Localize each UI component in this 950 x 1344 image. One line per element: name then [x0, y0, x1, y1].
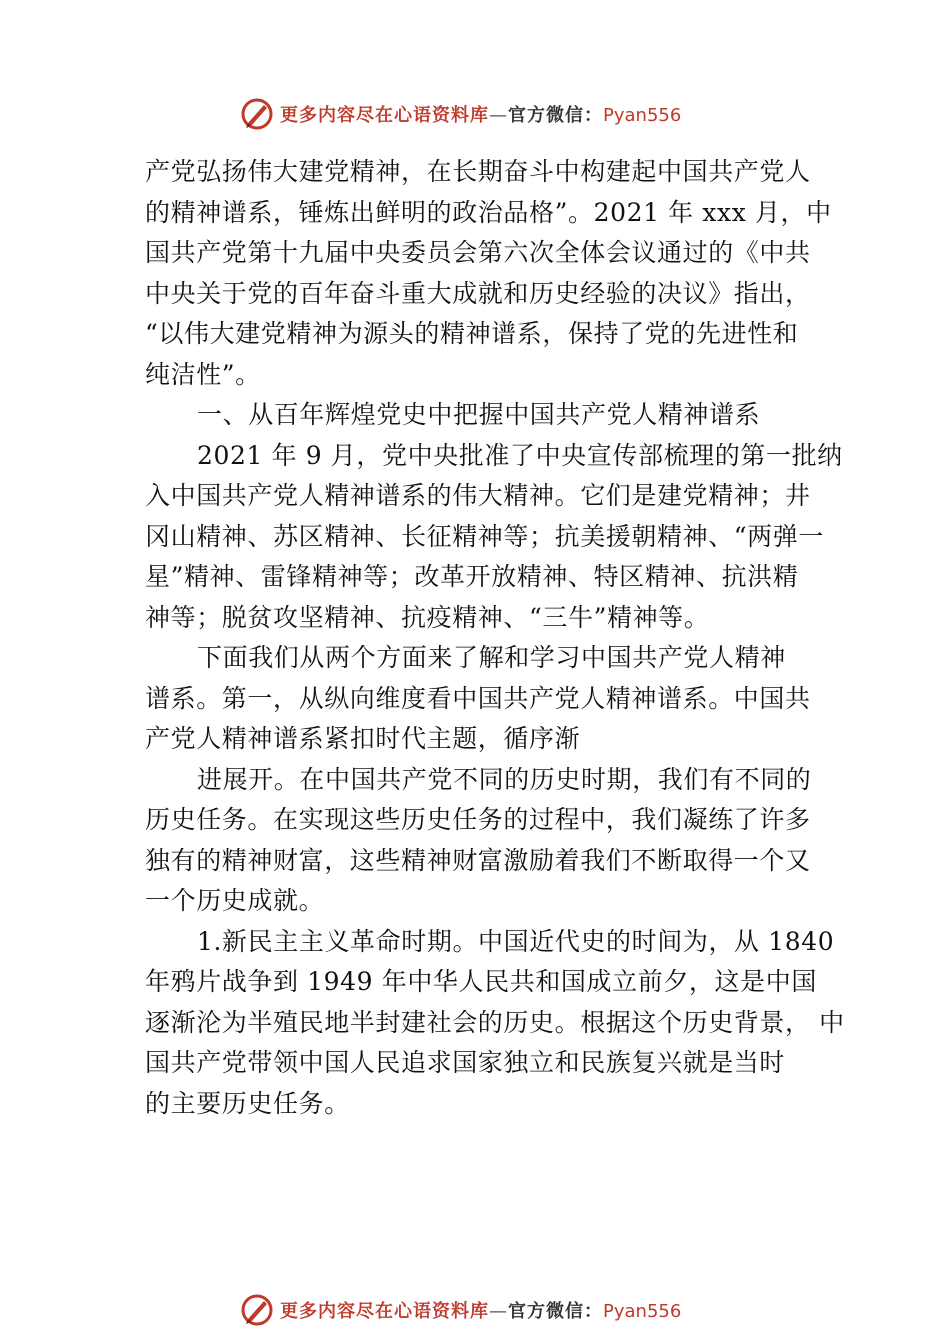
body-line: 年鸦片战争到 1949 年中华人民共和国成立前夕，这是中国 — [145, 967, 817, 996]
body-line: 纯洁性”。 — [145, 359, 261, 389]
body-line: 谱系。第一，从纵向维度看中国共产党人精神谱系。中国共 — [145, 683, 811, 713]
body-line: 历史任务。在实现这些历史任务的过程中，我们凝练了许多 — [145, 805, 811, 834]
banner-wechat-id: Pyan556 — [603, 1301, 682, 1322]
body-line: 中央关于党的百年奋斗重大成就和历史经验的决议》指出， — [145, 278, 811, 308]
body-line: 逐渐沦为半殖民地半封建社会的历史。根据这个历史背景， 中 — [145, 1007, 845, 1037]
body-line: 神等；脱贫攻坚精神、抗疫精神、“三牛”精神等。 — [145, 602, 710, 632]
body-line: 下面我们从两个方面来了解和学习中国共产党人精神 — [197, 643, 786, 672]
body-line: 的精神谱系，锤炼出鲜明的政治品格”。2021 年 xxx 月，中 — [145, 197, 832, 227]
document-body — [145, 152, 845, 1124]
banner-separator: — — [489, 1301, 508, 1322]
body-line: 2021 年 9 月，党中央批准了中央宣传部梳理的第一批纳 — [197, 440, 843, 470]
banner-brand: 更多内容尽在心语资料库 — [280, 1301, 489, 1322]
banner-wechat-label: 官方微信： — [508, 1301, 603, 1322]
body-line: 产党人精神谱系紧扣时代主题，循序渐 — [145, 724, 581, 753]
section-heading: 一、从百年辉煌党史中把握中国共产党人精神谱系 — [197, 400, 761, 429]
body-line: 的主要历史任务。 — [145, 1088, 350, 1118]
body-line: 独有的精神财富，这些精神财富激励着我们不断取得一个又 — [145, 845, 811, 875]
banner-text — [280, 1297, 681, 1323]
body-line: 产党弘扬伟大建党精神，在长期奋斗中构建起中国共产党人 — [145, 157, 811, 186]
banner-wechat-label: 官方微信： — [508, 105, 603, 126]
body-line: 一个历史成就。 — [145, 886, 325, 915]
body-line: 国共产党第十九届中央委员会第六次全体会议通过的《中共 — [145, 238, 811, 267]
header-banner — [240, 94, 760, 134]
banner-wechat-id: Pyan556 — [603, 105, 682, 126]
body-line: 1.新民主主义革命时期。中国近代史的时间为，从 1840 — [197, 926, 835, 956]
body-line: 入中国共产党人精神谱系的伟大精神。它们是建党精神；井 — [145, 481, 811, 510]
pen-logo-icon — [240, 97, 274, 131]
banner-separator: — — [489, 105, 508, 126]
pen-logo-icon — [240, 1293, 274, 1327]
banner-brand: 更多内容尽在心语资料库 — [280, 105, 489, 126]
body-line: 国共产党带领中国人民追求国家独立和民族复兴就是当时 — [145, 1048, 786, 1077]
body-line: “以伟大建党精神为源头的精神谱系，保持了党的先进性和 — [145, 319, 799, 348]
body-line: 星”精神、雷锋精神等；改革开放精神、特区精神、抗洪精 — [145, 562, 799, 591]
footer-banner — [240, 1290, 760, 1330]
body-line: 进展开。在中国共产党不同的历史时期，我们有不同的 — [197, 764, 812, 794]
banner-text — [280, 101, 681, 127]
body-line: 冈山精神、苏区精神、长征精神等；抗美援朝精神、“两弹一 — [145, 521, 824, 551]
